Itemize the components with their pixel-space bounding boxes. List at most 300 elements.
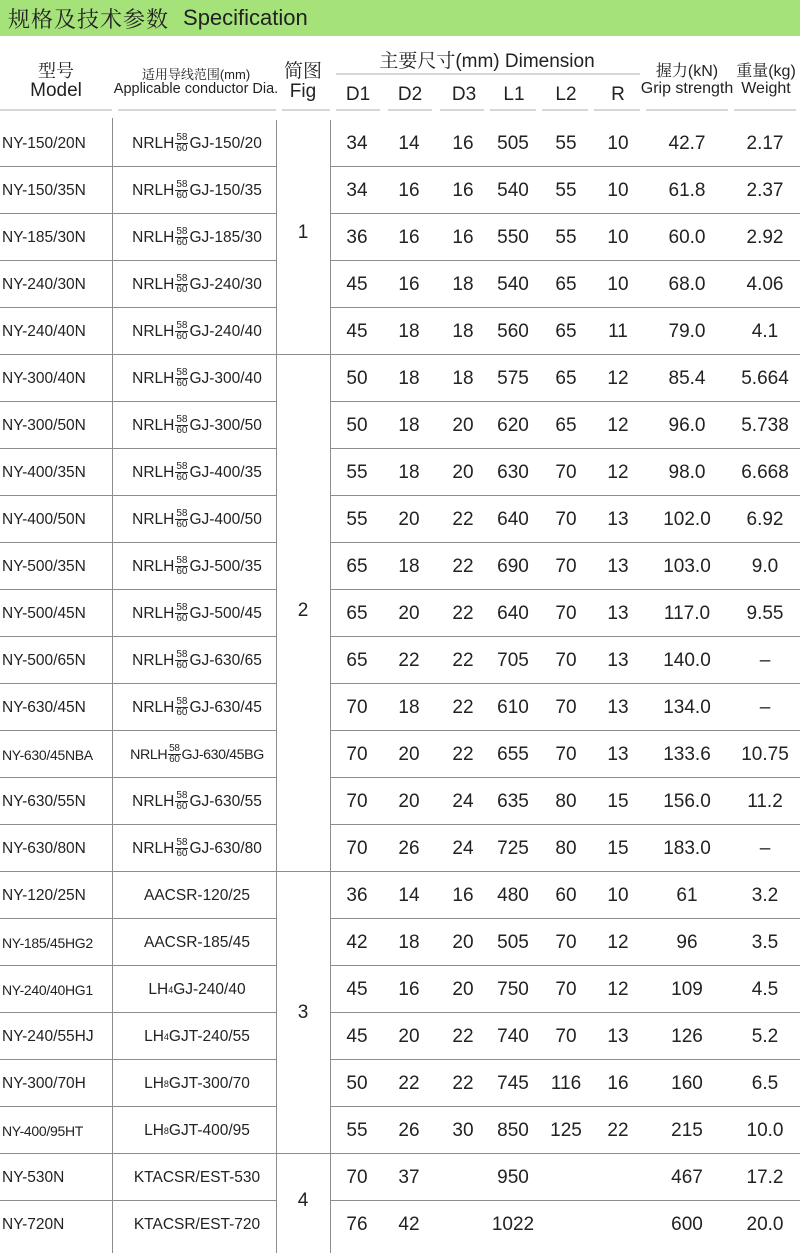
cell-grip: 68.0 [668, 273, 706, 295]
cell-d3 [438, 1154, 488, 1201]
table-row [0, 496, 800, 543]
cell-l2: 125 [550, 1119, 582, 1141]
cell-grip: 117.0 [663, 602, 711, 624]
conductor-ratio [175, 697, 188, 718]
cell-model: NY-185/45HG2 [2, 934, 93, 951]
cell-d1: 42 [346, 931, 368, 953]
cell-r: 13 [607, 743, 629, 765]
conductor-prefix: NRLH [132, 181, 175, 199]
cell-l1: 640 [497, 508, 529, 530]
header-fig-en: Fig [289, 80, 317, 102]
cell-r: 10 [607, 179, 629, 201]
cell-grip: 183.0 [663, 837, 711, 859]
conductor-prefix: NRLH [132, 463, 175, 481]
cell-l1: 505 [497, 132, 529, 154]
cell-d3: 18 [452, 367, 474, 389]
ratio-denominator: 60 [176, 848, 188, 859]
table-row [0, 590, 800, 637]
conductor-prefix: NRLH [132, 557, 175, 575]
conductor-suffix: GJT-300/70 [168, 1074, 250, 1092]
cell-r: 16 [607, 1072, 629, 1094]
cell-conductor [118, 1013, 276, 1060]
cell-grip: 96.0 [668, 414, 706, 436]
cell-model: NY-720N [2, 1215, 65, 1233]
cell-r: 13 [607, 508, 629, 530]
ratio-denominator: 60 [176, 801, 188, 812]
cell-l2: 65 [555, 273, 577, 295]
cell-model: NY-300/70H [2, 1074, 86, 1092]
conductor-ratio [175, 415, 188, 436]
cell-conductor [118, 120, 276, 167]
cell-r: 12 [607, 978, 629, 1000]
cell-d2: 16 [398, 179, 420, 201]
cell-d2: 18 [398, 414, 420, 436]
cell-l1: 630 [497, 461, 529, 483]
cell-conductor [118, 543, 276, 590]
conductor-suffix: GJ-400/35 [189, 463, 262, 481]
cell-d1: 76 [346, 1213, 368, 1235]
conductor-suffix: GJ-630/65 [189, 651, 262, 669]
cell-conductor [118, 261, 276, 308]
cell-l1: 705 [497, 649, 529, 671]
conductor-ratio [175, 509, 188, 530]
cell-d3: 18 [452, 273, 474, 295]
cell-conductor [118, 214, 276, 261]
cell-grip: 85.4 [668, 367, 706, 389]
cell-d3: 22 [452, 602, 474, 624]
ratio-denominator: 60 [176, 284, 188, 295]
conductor-suffix: GJ-630/45BG [181, 746, 264, 763]
cell-model: NY-630/45NBA [2, 746, 93, 763]
cell-d1: 70 [346, 743, 368, 765]
cell-weight: – [759, 649, 771, 671]
cell-conductor [118, 919, 276, 966]
cell-model: NY-500/45N [2, 604, 86, 622]
cell-d2: 14 [398, 132, 420, 154]
title-zh: 规格及技术参数 [8, 6, 170, 32]
header-d2: D2 [397, 84, 423, 105]
header-underline [336, 109, 380, 111]
cell-conductor [118, 402, 276, 449]
ratio-denominator: 60 [176, 143, 188, 154]
cell-r: 10 [607, 273, 629, 295]
cell-grip: 61.8 [668, 179, 706, 201]
table-row [0, 731, 800, 778]
cell-conductor [118, 872, 276, 919]
header-fig [276, 62, 330, 102]
cell-grip: 156.0 [663, 790, 711, 812]
cell-d3: 22 [452, 649, 474, 671]
cell-conductor [118, 449, 276, 496]
conductor-suffix: GJ-300/40 [189, 369, 262, 387]
cell-r: 10 [607, 226, 629, 248]
table-row [0, 167, 800, 214]
ratio-numerator: 58 [176, 273, 188, 284]
conductor-suffix: GJT-400/95 [168, 1121, 250, 1139]
cell-d2: 20 [398, 743, 420, 765]
cell-d1: 45 [346, 273, 368, 295]
cell-d2: 16 [398, 978, 420, 1000]
cell-grip: 215 [671, 1119, 703, 1141]
cell-model: NY-240/40HG1 [2, 981, 93, 998]
conductor-suffix: GJ-630/55 [189, 792, 262, 810]
cell-d2: 20 [398, 508, 420, 530]
cell-d2: 18 [398, 931, 420, 953]
cell-model: NY-630/80N [2, 839, 86, 857]
ratio-denominator: 60 [176, 707, 188, 718]
cell-weight: 4.1 [751, 320, 779, 342]
ratio-denominator: 60 [169, 754, 180, 765]
conductor-prefix: NRLH [132, 322, 175, 340]
header-model-en: Model [30, 79, 82, 101]
cell-conductor [118, 731, 276, 778]
cell-conductor [118, 637, 276, 684]
cell-weight: 6.5 [751, 1072, 779, 1094]
conductor-suffix: GJ-185/30 [189, 228, 262, 246]
table-row [0, 778, 800, 825]
cell-l1: 950 [497, 1166, 529, 1188]
conductor-prefix: NRLH [132, 275, 175, 293]
ratio-numerator: 58 [176, 320, 188, 331]
table-row [0, 919, 800, 966]
cell-grip: 600 [671, 1213, 703, 1235]
conductor-prefix: NRLH [132, 792, 175, 810]
cell-weight: 10.0 [746, 1119, 784, 1141]
conductor-suffix: GJ-500/35 [189, 557, 262, 575]
conductor-ratio [175, 368, 188, 389]
cell-l2: 70 [555, 555, 577, 577]
fig-label-2: 2 [297, 600, 309, 621]
cell-model: NY-300/40N [2, 369, 86, 387]
cell-d2: 18 [398, 367, 420, 389]
cell-model: NY-185/30N [2, 228, 86, 246]
cell-l2: 65 [555, 414, 577, 436]
cell-d1: 55 [346, 1119, 368, 1141]
conductor-subscript: 4 [163, 1031, 169, 1042]
cell-d3: 22 [452, 555, 474, 577]
cell-grip: 42.7 [668, 132, 706, 154]
conductor-subscript: 4 [168, 984, 174, 995]
header-conductor-en: Applicable conductor Dia. [113, 80, 279, 97]
conductor-prefix: AACSR-185/45 [144, 933, 250, 951]
cell-model: NY-530N [2, 1168, 65, 1186]
cell-weight: 2.17 [746, 132, 784, 154]
conductor-prefix: KTACSR/EST-720 [133, 1215, 261, 1233]
cell-conductor [118, 1060, 276, 1107]
ratio-denominator: 60 [176, 566, 188, 577]
cell-l2: 55 [555, 179, 577, 201]
title-bar [0, 0, 800, 36]
conductor-prefix: NRLH [132, 839, 175, 857]
cell-l2: 55 [555, 132, 577, 154]
cell-d3: 16 [452, 132, 474, 154]
cell-weight: 11.2 [747, 790, 783, 812]
conductor-prefix: NRLH [132, 369, 175, 387]
cell-l2 [540, 1201, 592, 1248]
cell-d3: 20 [452, 414, 474, 436]
ratio-denominator: 60 [176, 378, 188, 389]
ratio-numerator: 58 [176, 132, 188, 143]
cell-grip: 109 [671, 978, 703, 1000]
cell-l2: 70 [555, 931, 577, 953]
cell-d1: 34 [346, 132, 368, 154]
cell-d2: 18 [398, 320, 420, 342]
cell-d1: 70 [346, 790, 368, 812]
header-underline [734, 109, 796, 111]
cell-l2: 70 [555, 1025, 577, 1047]
cell-grip: 160 [671, 1072, 703, 1094]
cell-d2: 16 [398, 226, 420, 248]
ratio-numerator: 58 [176, 649, 188, 660]
ratio-numerator: 58 [176, 179, 188, 190]
conductor-ratio [175, 603, 188, 624]
conductor-prefix: LH [144, 1074, 164, 1092]
table-row [0, 543, 800, 590]
cell-l2: 70 [555, 602, 577, 624]
header-underline [440, 109, 484, 111]
cell-l1: 725 [497, 837, 529, 859]
cell-weight: 4.5 [751, 978, 779, 1000]
header-r: R [611, 84, 625, 105]
cell-l2: 70 [555, 978, 577, 1000]
header-underline [336, 73, 640, 75]
conductor-prefix: NRLH [132, 698, 175, 716]
cell-d3: 22 [452, 696, 474, 718]
cell-l2: 70 [555, 696, 577, 718]
cell-d2: 42 [398, 1213, 420, 1235]
table-row [0, 1154, 800, 1201]
cell-l1: 850 [497, 1119, 529, 1141]
header-underline [542, 109, 588, 111]
cell-weight: 6.92 [746, 508, 784, 530]
cell-d1: 45 [346, 1025, 368, 1047]
cell-grip: 126 [671, 1025, 703, 1047]
conductor-prefix: LH [144, 1027, 164, 1045]
cell-d2: 18 [398, 461, 420, 483]
cell-l2: 70 [555, 508, 577, 530]
ratio-numerator: 58 [176, 790, 188, 801]
cell-d2: 20 [398, 602, 420, 624]
cell-d1: 65 [346, 602, 368, 624]
header-underline [594, 109, 640, 111]
conductor-ratio [175, 227, 188, 248]
header-underline [490, 109, 536, 111]
cell-conductor [118, 167, 276, 214]
header-underline [0, 109, 112, 111]
cell-weight: 5.738 [741, 414, 789, 436]
cell-d3: 24 [452, 790, 474, 812]
conductor-ratio [175, 838, 188, 859]
cell-d1: 70 [346, 1166, 368, 1188]
cell-l2: 80 [555, 790, 577, 812]
cell-d3 [438, 1201, 488, 1248]
header-l2: L2 [555, 84, 577, 105]
cell-l1: 480 [497, 884, 529, 906]
conductor-ratio [175, 556, 188, 577]
conductor-ratio [175, 180, 188, 201]
cell-model: NY-400/35N [2, 463, 86, 481]
cell-weight: 5.2 [751, 1025, 779, 1047]
cell-conductor [118, 825, 276, 872]
cell-d1: 50 [346, 1072, 368, 1094]
cell-r: 11 [608, 320, 628, 342]
cell-d3: 18 [452, 320, 474, 342]
cell-model: NY-500/65N [2, 651, 86, 669]
ratio-denominator: 60 [176, 425, 188, 436]
cell-d2: 37 [398, 1166, 420, 1188]
cell-d1: 55 [346, 461, 368, 483]
cell-l2: 70 [555, 743, 577, 765]
cell-weight: 2.37 [746, 179, 784, 201]
conductor-prefix: NRLH [132, 228, 175, 246]
cell-d1: 50 [346, 367, 368, 389]
cell-d1: 65 [346, 649, 368, 671]
cell-d3: 20 [452, 461, 474, 483]
cell-d2: 18 [398, 555, 420, 577]
conductor-suffix: GJ-240/40 [189, 322, 262, 340]
header-underline [646, 109, 728, 111]
cell-d2: 22 [398, 1072, 420, 1094]
header-weight [732, 64, 800, 98]
cell-r: 15 [607, 837, 629, 859]
cell-weight: 17.2 [746, 1166, 784, 1188]
table-row [0, 120, 800, 167]
conductor-ratio [168, 744, 180, 765]
header-grip-zh: 握力(kN) [655, 63, 719, 80]
cell-conductor [118, 308, 276, 355]
cell-model: NY-120/25N [2, 886, 86, 904]
ratio-denominator: 60 [176, 331, 188, 342]
cell-d2: 26 [398, 1119, 420, 1141]
table-row [0, 261, 800, 308]
cell-r: 10 [607, 884, 629, 906]
cell-grip: 60.0 [668, 226, 706, 248]
column-divider [276, 120, 277, 1253]
header-weight-zh: 重量(kg) [736, 63, 796, 80]
ratio-denominator: 60 [176, 519, 188, 530]
conductor-prefix: NRLH [130, 746, 168, 763]
cell-d1: 36 [346, 884, 368, 906]
cell-d3: 22 [452, 1025, 474, 1047]
ratio-denominator: 60 [176, 190, 188, 201]
cell-d3: 16 [452, 179, 474, 201]
conductor-ratio [175, 791, 188, 812]
cell-weight: – [759, 696, 771, 718]
cell-l1: 635 [497, 790, 529, 812]
cell-r: 13 [607, 1025, 629, 1047]
cell-l2: 60 [555, 884, 577, 906]
cell-l1: 610 [497, 696, 529, 718]
table-row [0, 449, 800, 496]
cell-l2: 55 [555, 226, 577, 248]
cell-conductor [118, 590, 276, 637]
table-row [0, 214, 800, 261]
conductor-suffix: GJ-630/45 [189, 698, 262, 716]
cell-r [592, 1154, 644, 1201]
cell-l2: 80 [555, 837, 577, 859]
cell-d1: 34 [346, 179, 368, 201]
cell-weight: 6.668 [741, 461, 789, 483]
cell-model: NY-300/50N [2, 416, 86, 434]
ratio-denominator: 60 [176, 472, 188, 483]
cell-l2: 70 [555, 649, 577, 671]
conductor-prefix: NRLH [132, 416, 175, 434]
cell-grip: 102.0 [663, 508, 711, 530]
cell-d2: 26 [398, 837, 420, 859]
ratio-numerator: 58 [176, 414, 188, 425]
conductor-prefix: NRLH [132, 604, 175, 622]
cell-l1: 745 [497, 1072, 529, 1094]
ratio-numerator: 58 [176, 508, 188, 519]
fig-label-3: 3 [297, 1002, 309, 1023]
ratio-numerator: 58 [176, 555, 188, 566]
conductor-ratio [175, 274, 188, 295]
cell-weight: 5.664 [741, 367, 789, 389]
table-row [0, 872, 800, 919]
ratio-numerator: 58 [176, 696, 188, 707]
cell-d1: 70 [346, 696, 368, 718]
conductor-suffix: GJ-630/80 [189, 839, 262, 857]
header-model [0, 62, 112, 101]
header-model-zh: 型号 [38, 61, 74, 81]
conductor-suffix: GJ-500/45 [189, 604, 262, 622]
header-dimension: 主要尺寸(mm) Dimension [379, 51, 595, 72]
cell-model: NY-150/20N [2, 134, 86, 152]
cell-model: NY-240/55HJ [2, 1027, 94, 1045]
cell-r: 12 [607, 461, 629, 483]
header-grip [640, 64, 734, 98]
cell-conductor [118, 496, 276, 543]
cell-d1: 36 [346, 226, 368, 248]
conductor-suffix: GJ-300/50 [189, 416, 262, 434]
cell-grip: 98.0 [668, 461, 706, 483]
header-underline [282, 109, 330, 111]
cell-grip: 103.0 [663, 555, 711, 577]
fig-label-1: 1 [297, 222, 309, 243]
header-underline [118, 109, 276, 111]
cell-d3: 22 [452, 508, 474, 530]
conductor-prefix: AACSR-120/25 [144, 886, 250, 904]
conductor-suffix: GJ-240/40 [173, 980, 246, 998]
cell-l2: 65 [555, 320, 577, 342]
cell-l1: 750 [497, 978, 529, 1000]
table-row [0, 1060, 800, 1107]
ratio-denominator: 60 [176, 237, 188, 248]
cell-weight: 9.0 [751, 555, 779, 577]
cell-r: 10 [607, 132, 629, 154]
cell-d3: 20 [452, 978, 474, 1000]
cell-weight: 9.55 [746, 602, 784, 624]
cell-d3: 16 [452, 226, 474, 248]
cell-model: NY-150/35N [2, 181, 86, 199]
cell-l1: 640 [497, 602, 529, 624]
cell-d2: 22 [398, 649, 420, 671]
cell-r [592, 1201, 644, 1248]
header-l1: L1 [503, 84, 525, 105]
ratio-denominator: 60 [176, 660, 188, 671]
header-conductor-zh: 适用导线范围(mm) [141, 67, 251, 82]
conductor-ratio [175, 133, 188, 154]
cell-model: NY-630/55N [2, 792, 86, 810]
cell-grip: 79.0 [668, 320, 706, 342]
conductor-prefix: KTACSR/EST-530 [133, 1168, 261, 1186]
cell-d1: 50 [346, 414, 368, 436]
cell-l1: 560 [497, 320, 529, 342]
header-d3: D3 [451, 84, 477, 105]
table-row [0, 355, 800, 402]
ratio-numerator: 58 [169, 743, 180, 754]
cell-d3: 22 [452, 743, 474, 765]
